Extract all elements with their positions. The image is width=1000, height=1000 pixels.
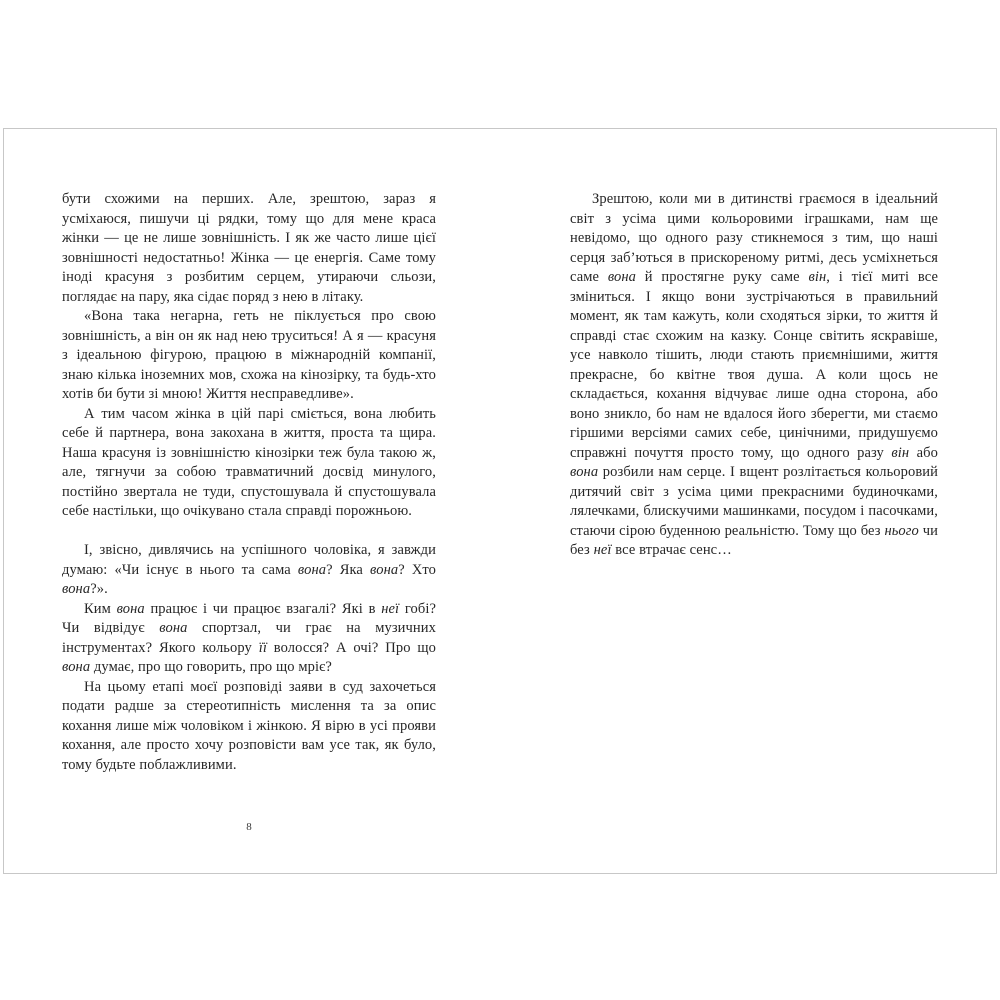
- text-segment: або: [909, 444, 938, 461]
- text-segment: чи без: [570, 522, 939, 558]
- italic-text-segment: нього: [884, 522, 919, 539]
- paragraph: [62, 307, 436, 405]
- text-segment: «Вона така негарна, геть не піклується про свою зовнішність, а він он як над нею труситься! А я — красуня з ідеальною фігурою, працюю в міжнародній компанії, знаю кілька іноземних мов, схожа на кінозірку, та будь-хто хотів би бути зі мною! Життя несправедливе».: [62, 308, 436, 402]
- text-segment: ?».: [90, 581, 108, 597]
- text-segment: Ким: [84, 600, 117, 617]
- text-segment: все втрачає сенс…: [611, 542, 732, 558]
- paragraph: [62, 541, 436, 600]
- text-segment: Зрештою, коли ми в дитинстві граємося в ідеальний світ з усіма цими кольоровими іграшками, нам ще невідомо, що одного разу стикнемося з тим, що наші серця заб’ються в прискореному ритмі, десь усміхнеться саме: [570, 191, 938, 285]
- text-segment: працює і чи працює взагалі? Які в: [144, 600, 382, 617]
- italic-text-segment: вона: [297, 561, 327, 578]
- text-segment: бути схожими на перших. Але, зрештою, зараз я усміхаюся, пишучи ці рядки, тому що для мене краса жінки — це не лише зовнішність. І як же часто лише цієї зовнішності недостатньо! Жінка — це енергія. Саме тому іноді красуня з розбитим серцем, утираючи сльози, поглядає на пару, яка сідає поряд з нею в літаку.: [62, 191, 436, 305]
- page-left-text: [62, 190, 436, 775]
- italic-text-segment: неї: [593, 542, 612, 558]
- text-segment: думає, про що говорить, про що мріє?: [90, 659, 332, 675]
- page-right-text: [570, 190, 938, 561]
- italic-text-segment: вона: [159, 620, 188, 636]
- text-segment: гобі? Чи відвідує: [62, 600, 436, 636]
- italic-text-segment: вона: [607, 269, 637, 285]
- italic-text-segment: її: [258, 639, 267, 656]
- text-segment: І, звісно, дивлячись на успішного чоловіка, я завжди думаю: «Чи існує в нього та сама: [62, 542, 436, 578]
- paragraph: [570, 190, 938, 561]
- paragraph: [62, 600, 436, 678]
- italic-text-segment: неї: [381, 600, 400, 617]
- text-segment: А тим часом жінка в цій парі сміється, вона любить себе й партнера, вона закохана в життя, проста та щира. Наша красуня із зовнішністю кінозірки теж була такою ж, але, тягнучи за собою травматичний досвід минулого, постійно звертала не туди, спустошувала й спустошувала себе настільки, що очікувано стала справді порожньою.: [62, 405, 436, 519]
- text-segment: розбили нам серце. І вщент розлітається кольоровий дитячий світ з усіма цими прекрасними будиночками, лялечками, блискучими машинками, посудом і пасочками, стаючи сірою буденною реальністю. Тому що без: [570, 464, 938, 539]
- italic-text-segment: вона: [570, 464, 599, 480]
- italic-text-segment: він: [891, 444, 910, 461]
- italic-text-segment: вона: [370, 561, 399, 578]
- italic-text-segment: він: [808, 269, 827, 285]
- text-segment: спортзал, чи грає на музичних інструментах? Якого кольору: [62, 620, 436, 656]
- paragraph: [62, 678, 436, 776]
- text-segment: , і тієї миті все зміниться. І якщо вони зустрічаються в правильний момент, як там кажуть, коли сходяться зірки, то життя й справді стає схожим на казку. Сонце світить яскравіше, усе навколо тішить, люди стають приємнішими, життя прекрасне, бо квітне твоя душа. А коли щось не складається, кохання відчуває лише одна сторона, або воно зникло, бо нам не вдалося його зберегти, ми стаємо гіршими версіями самих себе, цинічними, придушуємо справжні почуття просто тому, що одного разу: [570, 269, 938, 461]
- italic-text-segment: вона: [62, 581, 91, 597]
- page-number: 8: [246, 821, 252, 833]
- paragraph: [62, 190, 436, 307]
- text-segment: ? Яка: [326, 561, 371, 578]
- text-segment: ? Хто: [398, 561, 436, 578]
- italic-text-segment: вона: [62, 659, 91, 675]
- book-spread: [3, 128, 997, 874]
- text-segment: На цьому етапі моєї розповіді заяви в суд захочеться подати радше за стереотипність мислення та за опис кохання лише між чоловіком і жінкою. Я вірю в усі прояви кохання, але просто хочу розповісти вам усе так, як було, тому будьте поблажливими.: [62, 678, 436, 773]
- italic-text-segment: вона: [116, 600, 145, 617]
- text-segment: й простягне руку саме: [636, 269, 809, 285]
- text-segment: волосся? А очі? Про що: [266, 639, 436, 656]
- paragraph: [62, 405, 436, 522]
